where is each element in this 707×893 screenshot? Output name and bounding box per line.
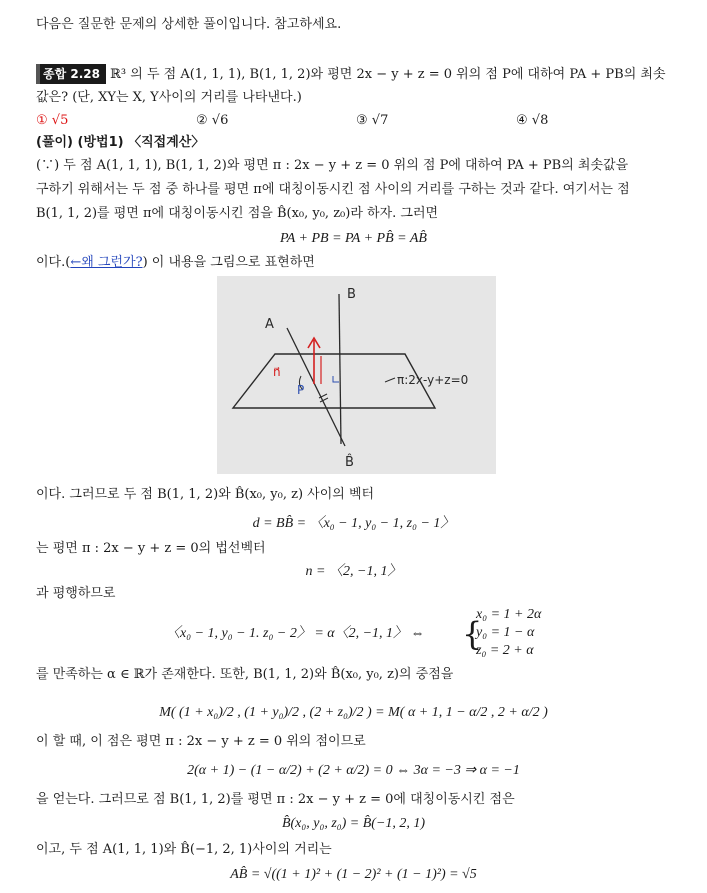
- label-p: P: [297, 383, 305, 397]
- choice-3: ③ √7: [356, 113, 389, 128]
- equation-3: n = 〈2, −1, 1〉: [305, 564, 402, 579]
- solution-p8: 를 만족하는 α ∈ ℝ가 존재한다. 또한, B(1, 1, 2)와 B̂(x₀, y₀, z)의 중점을: [36, 667, 454, 682]
- line-a-bhat: [287, 328, 345, 446]
- solution-p5: 이다. 그러므로 두 점 B(1, 1, 2)와 B̂(x₀, y₀, z) 사이의 벡터: [36, 487, 375, 502]
- sketch-svg: [217, 276, 496, 474]
- choice-4: ④ √8: [516, 113, 549, 128]
- equation-8: AB̂ = √((1 + 1)² + (1 − 2)² + (1 − 1)²) = √5: [230, 867, 477, 882]
- system-brace: {: [462, 615, 483, 653]
- line-b-bhat: [339, 294, 341, 444]
- solution-p11: 이고, 두 점 A(1, 1, 1)와 B̂(−1, 2, 1)사이의 거리는: [36, 842, 332, 857]
- solution-p4: [36, 254, 315, 272]
- right-angle-mark: [333, 376, 339, 382]
- equation-5: M( (1 + x₀)/2 , (1 + y₀)/2 , (2 + z₀)/2 ) = M( α + 1, 1 − α/2 , 2 + α/2 ): [159, 705, 548, 720]
- equation-2: d = BB̂ = 〈x₀ − 1, y₀ − 1, z₀ − 1〉: [252, 516, 455, 531]
- label-n: n⃗: [273, 365, 281, 379]
- why-link[interactable]: ←왜 그런가?: [70, 255, 143, 270]
- solution-p10: 을 얻는다. 그러므로 점 B(1, 1, 2)를 평면 π : 2x − y + z = 0에 대칭이동시킨 점은: [36, 792, 515, 807]
- system-row-1: x₀ = 1 + 2α: [476, 607, 542, 622]
- problem-statement: ℝ³ 의 두 점 A(1, 1, 1), B(1, 1, 2)와 평면 2x − y + z = 0 위의 점 P에 대하여 PA + PB의 최솟: [110, 67, 666, 82]
- solution-p1: (∵) 두 점 A(1, 1, 1), B(1, 1, 2)와 평면 π : 2x − y + z = 0 위의 점 P에 대하여 PA + PB의 최솟값을: [36, 158, 629, 173]
- problem-line-2: 값은? (단, XY는 X, Y사이의 거리를 나타낸다.): [36, 90, 302, 105]
- choice-1-label: ① √5: [36, 113, 69, 128]
- problem-line-1: [36, 64, 666, 84]
- intro-text: 다음은 질문한 문제의 상세한 풀이입니다. 참고하세요.: [36, 17, 342, 32]
- solution-p9: 이 할 때, 이 점은 평면 π : 2x − y + z = 0 위의 점이므로: [36, 734, 366, 749]
- sketch-figure: [217, 276, 496, 474]
- equation-4-left: 〈x₀ − 1, y₀ − 1. z₀ − 2〉 = α〈2, −1, 1〉 ⇔: [166, 626, 425, 641]
- equation-4-system: [476, 606, 541, 660]
- problem-badge: 종합 2.28: [36, 64, 106, 84]
- solution-p6: 는 평면 π : 2x − y + z = 0의 법선벡터: [36, 541, 266, 556]
- solution-heading: (풀이) (방법1) 〈직접계산〉: [36, 135, 205, 150]
- system-row-3: z₀ = 2 + α: [476, 643, 534, 658]
- solution-p3: B(1, 1, 2)를 평면 π에 대칭이동시킨 점을 B̂(x₀, y₀, z₀)라 하자. 그러면: [36, 206, 439, 221]
- p4-suffix: ) 이 내용을 그림으로 표현하면: [142, 255, 315, 270]
- label-b: B: [347, 287, 356, 302]
- solution-p2: 구하기 위해서는 두 점 중 하나를 평면 π에 대칭이동시킨 점 사이의 거리를 구하는 것과 같다. 여기서는 점: [36, 182, 630, 197]
- equation-6: 2(α + 1) − (1 − α/2) + (2 + α/2) = 0 ⇔ 3α = −3 ⇒ α = −1: [187, 763, 520, 778]
- label-pointer: [385, 378, 395, 382]
- system-row-2: y₀ = 1 − α: [476, 625, 535, 640]
- solution-p7: 과 평행하므로: [36, 586, 116, 601]
- p4-prefix: 이다.(: [36, 255, 71, 270]
- choice-1: [36, 112, 68, 130]
- choice-2: ② √6: [196, 113, 229, 128]
- equation-7: B̂(x₀, y₀, z₀) = B̂(−1, 2, 1): [281, 816, 426, 831]
- equation-1: PA + PB = PA + PB̂ = AB̂: [280, 231, 427, 246]
- label-a: A: [265, 317, 274, 332]
- label-plane: π:2x-y+z=0: [397, 373, 469, 387]
- label-bhat: B̂: [345, 455, 354, 470]
